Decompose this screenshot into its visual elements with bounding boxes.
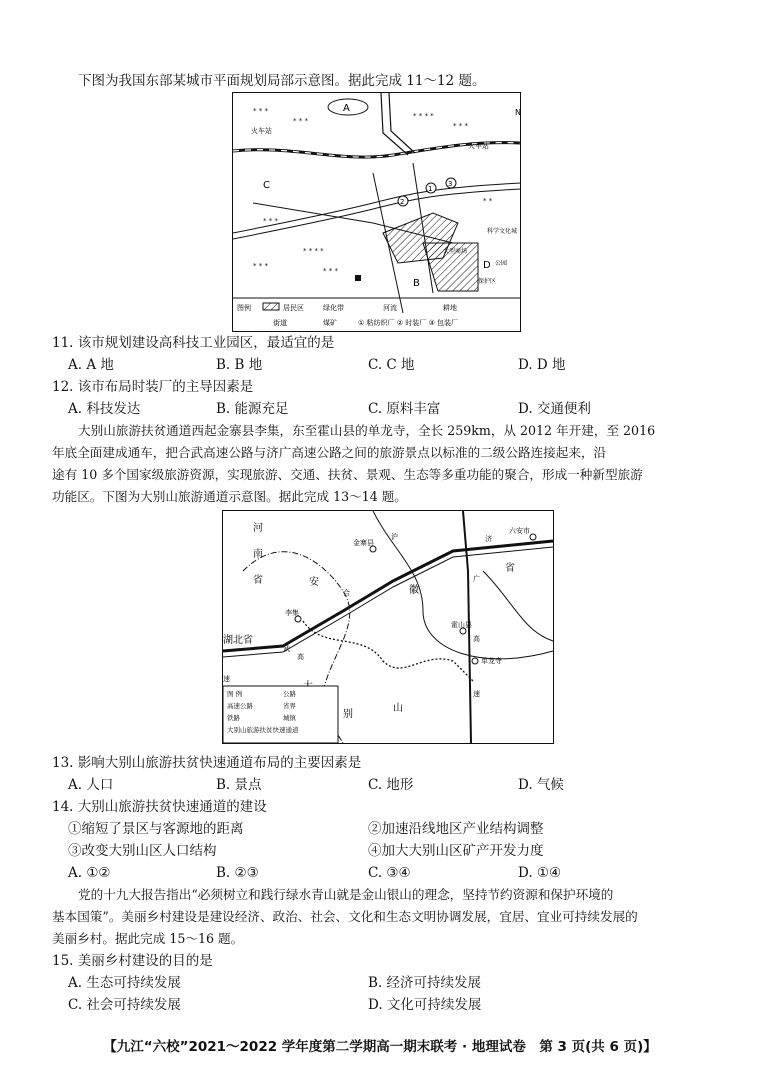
q12-stem: 12. 该市布局时装厂的主导因素是: [52, 379, 254, 395]
svg-text:* *: * *: [483, 197, 493, 205]
m2-legend-road: 公路: [283, 690, 296, 698]
q11-option-b: B. B 地: [216, 357, 263, 373]
legend1-river: 河流: [383, 304, 397, 312]
intro3-line2: 基本国策”。美丽乡村建设是建设经济、政治、社会、文化和生态文明协调发展，宜居、宜业可持续发展的: [52, 909, 638, 924]
svg-text:* * *: * * *: [293, 117, 308, 125]
m2-henan1: 河: [253, 523, 263, 534]
svg-text:* * * *: * * * *: [413, 112, 434, 120]
q11-option-c: C. C 地: [368, 357, 415, 373]
m2-legend-town: 城镇: [283, 714, 296, 722]
m2-lu: 沪: [391, 533, 398, 541]
m2-anhui1: 徽: [409, 585, 419, 596]
q15-stem: 15. 美丽乡村建设的目的是: [52, 953, 213, 969]
svg-text:3: 3: [448, 180, 453, 188]
m2-danlong: 单龙寺: [481, 657, 502, 665]
q12-option-b: B. 能源充足: [216, 401, 289, 417]
label-C: C: [263, 180, 270, 191]
intro2-line3: 途有 10 多个国家级旅游资源，实现旅游、交通、扶贫、景观、生态等多重功能的聚合，形成一种新型旅游: [52, 467, 643, 482]
q14-item-2: ②加速沿线地区产业结构调整: [368, 821, 544, 837]
label-A: A: [343, 103, 350, 114]
q14-item-1: ①缩短了景区与客源地的距离: [68, 821, 244, 837]
m2-legend-highway: 高速公路: [227, 702, 253, 710]
intro-map1: 下图为我国东部某城市平面规划局部示意图。据此完成 11～12 题。: [78, 73, 486, 89]
intro2-line2: 年底全面建成通车，把合武高速公路与济广高速公路之间的旅游景点以标准的二级公路连接起来，沿: [52, 445, 607, 460]
label-station1: 火车站: [251, 127, 272, 135]
dabie-map: [222, 510, 554, 744]
intro3-line3: 美丽乡村。据此完成 15～16 题。: [52, 931, 244, 946]
m2-legend-rail: 铁路: [227, 714, 240, 722]
legend1-swamp: 耕地: [443, 304, 457, 312]
q14-item-4: ④加大大别山区矿产开发力度: [368, 843, 544, 859]
m2-gao2: 高: [473, 635, 480, 643]
m2-anhui2: 省: [505, 563, 515, 574]
q15-option-d: D. 文化可持续发展: [368, 997, 482, 1013]
q14-stem: 14. 大别山旅游扶贫快速通道的建设: [52, 799, 267, 815]
m2-bie: 别: [343, 709, 353, 720]
m2-jinzhai: 金寨县: [353, 539, 374, 547]
m2-su: 速: [223, 675, 230, 683]
q12-option-a: A. 科技发达: [68, 401, 141, 417]
q13-option-d: D. 气候: [518, 777, 564, 793]
q13-stem: 13. 影响大别山旅游扶贫快速通道布局的主要因素是: [52, 755, 362, 771]
legend1-factories: ① 粘纺织厂 ② 时装厂 ③ 包装厂: [358, 319, 458, 327]
q12-option-c: C. 原料丰富: [368, 401, 441, 417]
m2-legend-title: 图 例: [227, 690, 243, 698]
svg-text:2: 2: [400, 198, 405, 206]
m2-henan2: 南: [253, 549, 263, 560]
m2-legend-prov: 省界: [283, 702, 296, 710]
m2-an: 安: [309, 577, 319, 588]
q15-option-b: B. 经济可持续发展: [368, 975, 482, 991]
svg-text:* * *: * * *: [453, 122, 468, 130]
q14-option-b: B. ②③: [216, 865, 259, 881]
city-plan-map: [232, 92, 521, 332]
m2-luan: 六安市: [509, 527, 530, 535]
q13-option-c: C. 地形: [368, 777, 414, 793]
legend1-green: 绿化带: [323, 304, 344, 312]
svg-text:* * *: * * *: [253, 107, 268, 115]
q13-option-b: B. 景点: [216, 777, 262, 793]
svg-text:1: 1: [428, 185, 433, 193]
m2-wu: 武: [283, 645, 290, 653]
q11-stem: 11. 该市规划建设高科技工业园区，最适宜的是: [52, 335, 335, 351]
label-D: D: [483, 260, 491, 271]
q13-option-a: A. 人口: [68, 777, 114, 793]
label-north: N: [515, 108, 521, 117]
q15-option-a: A. 生态可持续发展: [68, 975, 181, 991]
q15-option-c: C. 社会可持续发展: [68, 997, 181, 1013]
m2-shan: 山: [393, 703, 403, 714]
label-mall: 大型商场: [443, 248, 468, 255]
svg-text:* * *: * * *: [253, 262, 268, 270]
q14-option-c: C. ③④: [368, 865, 411, 881]
legend1-residential: 居民区: [283, 304, 304, 312]
q14-option-d: D. ①④: [518, 865, 562, 881]
m2-guang: 广: [473, 575, 480, 583]
m2-lishe: 李集: [285, 609, 299, 617]
city-plan-svg: [233, 93, 520, 331]
label-B: B: [413, 278, 420, 289]
q14-item-3: ③改变大别山区人口结构: [68, 843, 217, 859]
svg-text:* * *: * * *: [323, 267, 338, 275]
label-station2: 火车站: [468, 142, 489, 150]
m2-sulu: 速: [473, 690, 480, 698]
m2-ji: 济: [485, 535, 492, 543]
m2-henan3: 省: [253, 575, 263, 586]
label-culture: 科学文化城: [487, 228, 518, 235]
q11-option-d: D. D 地: [518, 357, 566, 373]
q11-option-a: A. A 地: [68, 357, 114, 373]
page-footer: 【九江“六校”2021～2022 学年度第二学期高一期末联考 · 地理试卷 第 3 页(共 6 页)】: [103, 1039, 657, 1055]
intro2-line1: 大别山旅游扶贫通道西起金寨县李集，东至霍山县的单龙寺，全长 259km，从 2012 年开建，至 2016: [78, 423, 656, 438]
m2-hubei: 湖北省: [223, 635, 253, 646]
svg-text:* * *: * * *: [263, 217, 278, 225]
dabie-svg: [223, 511, 553, 743]
q14-option-a: A. ①②: [68, 865, 111, 881]
intro2-line4: 功能区。下图为大别山旅游通道示意图。据此完成 13～14 题。: [52, 489, 407, 504]
svg-text:* * * *: * * * *: [303, 247, 324, 255]
m2-huoshan: 霍山县: [451, 621, 472, 629]
q12-option-d: D. 交通便利: [518, 401, 591, 417]
m2-he: 合: [343, 589, 350, 597]
m2-gao: 高: [297, 653, 304, 661]
m2-legend-tour: 大别山旅游扶贫快速通道: [227, 726, 299, 734]
label-protect: 保护区: [478, 278, 497, 285]
label-park: 公园: [495, 260, 508, 267]
legend1-coal: 煤矿: [323, 319, 337, 327]
legend1-street: 街道: [273, 319, 287, 327]
legend1-title: 图例: [237, 304, 251, 312]
intro3-line1: 党的十九大报告指出“必须树立和践行绿水青山就是金山银山的理念，坚持节约资源和保护环境的: [78, 887, 614, 902]
